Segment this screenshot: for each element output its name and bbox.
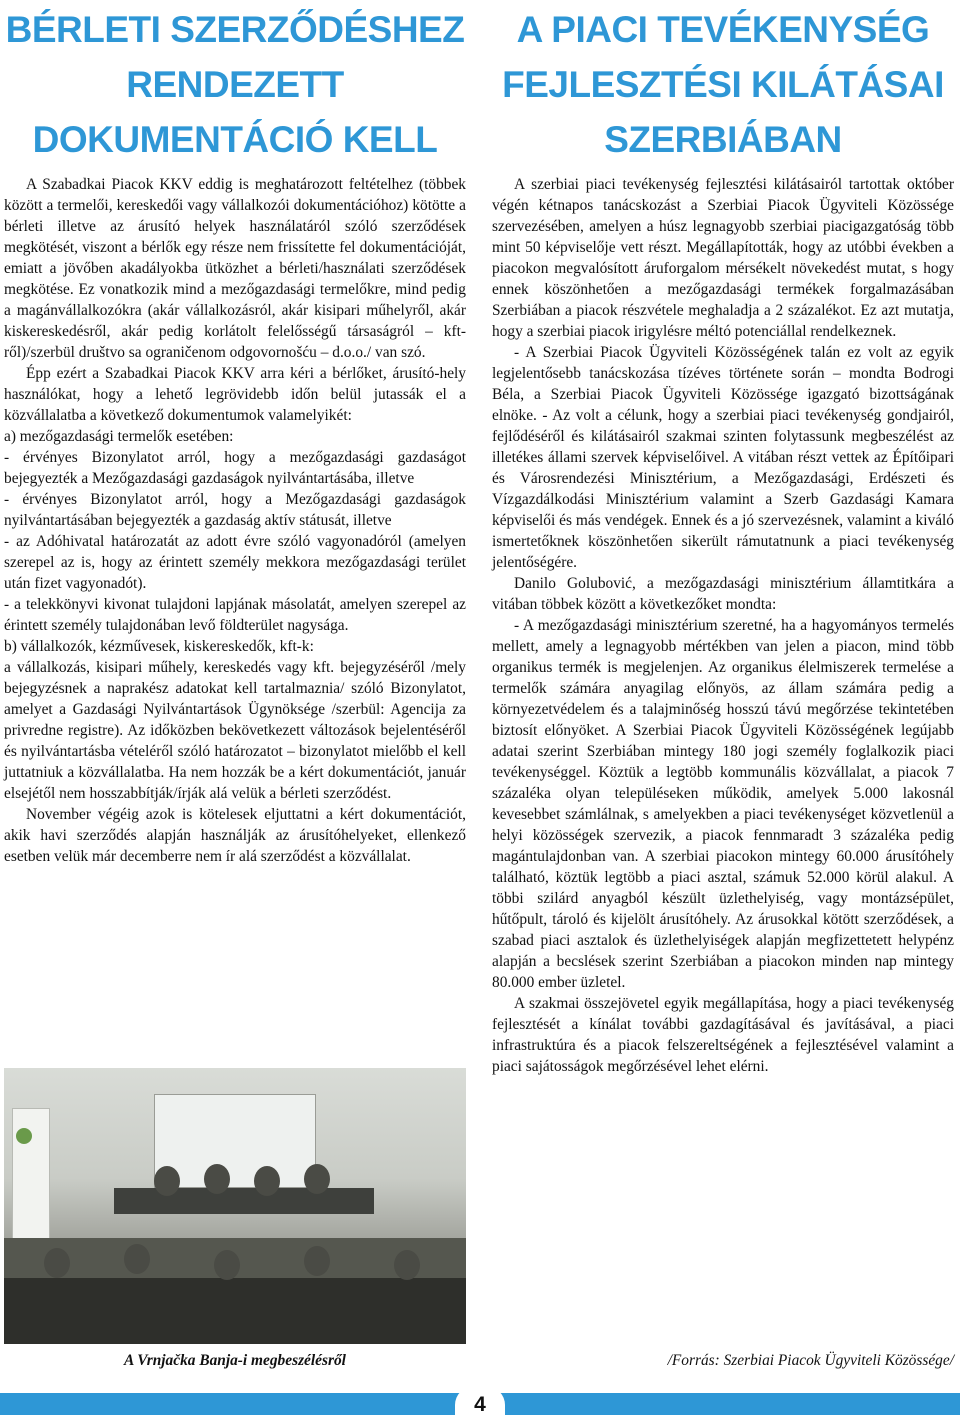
left-paragraph: - a telekkönyvi kivonat tulajdoni lapjának másolatát, amelyen szerepel az érintett személy tulajdonában levő földterület nagysága.: [4, 596, 466, 634]
photo-audience-row: [4, 1278, 466, 1344]
right-headline: A PIACI TEVÉKENYSÉG FEJLESZTÉSI KILÁTÁSAI SZERBIÁBAN: [502, 9, 944, 160]
photo-person: [154, 1166, 180, 1196]
right-article: [492, 0, 954, 1075]
photo-person: [304, 1164, 330, 1194]
photo-banner: [12, 1108, 50, 1240]
left-body: [4, 174, 466, 867]
left-paragraph: a vállalkozás, kisipari műhely, kereskedés vagy kft. bejegyzéséről /mely bejegyzésnek a naprakész adatokat kell tartalmaznia/ szóló Bizonylatot, amelyet a Gazdasági Nyilvántartások Ügynöksége /szerbül: Agencija za privredne registre). Az időközben bekövetkezett változások bejelentéséről és nyilvántartásba vételéről szóló határozatot – bizonylatot mielőbb el kell juttatniuk a közvállalatba. Ha nem hozzák be a kért dokumentációt, január elsejétől nem hosszabbítják/írják alá velük a bérleti szerződést.: [4, 659, 466, 802]
left-paragraph: - az Adóhivatal határozatát az adott évre szóló vagyonadóról (amelyen szerepel az is, hogy az érintett személy mekkora mezőgazdasági terület után fizet vagyonadót).: [4, 533, 466, 592]
left-paragraph: November végéig azok is kötelesek eljuttatni a kért dokumentációt, akik havi szerződés alapján használják az árusítóhelyeket, ellenkező esetben velük már decemberre nem ír alá szerződést a közvállalat.: [4, 806, 466, 865]
right-body: [492, 174, 954, 1077]
photo-person: [124, 1244, 150, 1274]
photo-person: [214, 1250, 240, 1280]
meeting-photo: [4, 1068, 466, 1344]
photo-person: [394, 1250, 420, 1280]
photo-person: [254, 1166, 280, 1196]
article-source: /Forrás: Szerbiai Piacok Ügyviteli Közössége/: [667, 1352, 954, 1369]
right-paragraph: - A mezőgazdasági minisztérium szeretné, ha a hagyományos termelés mellett, amely a legnagyobb mértékben van jelen a piacon, mind több organikus termék is megjelenjen. Az organikus élelmiszerek termelése a termelők számára anyagilag előnyös, az állam számára pedig a környezetvédelem és a talajminőség hosszú távú megőrzése tekintetében biztosít előnyöket. A Szerbiai Piacok Ügyviteli Közösségének legújabb adatai szerint Szerbiában mintegy 180 jogi személy foglalkozik piaci tevékenységgel. Köztük a legtöbb kommunális közvállalat, a piacok 7 százaléka olyan településeken működik, amelyek 5.000 lakosnál kevesebbet számlálnak, s amelyekben a piaci tevékenységet közvetlenül a helyi közösségek szervezik, a piacok fennmaradt 3 százaléka pedig magántulajdonban van. A szerbiai piacokon mintegy 60.000 árusítóhely található, köztük legtöbb a piaci asztal, számuk 52.000 körül alakul. A többi szilárd anyagból készült üzlethelyiség, vagy montázsépület, hűtőpult, tároló és kijelölt árusítóhely. Az árusokkal kötött szerződések, a szabad piaci asztalok és üzlethelyiségek alapján megfizettetett helypénz alapján a becslések szerint Szerbiában a piacokon minden nap mintegy 80.000 ember üzletel.: [492, 617, 954, 991]
left-paragraph: b) vállalkozók, kézművesek, kiskereskedők, kft-k:: [4, 638, 314, 655]
photo-caption: A Vrnjačka Banja-i megbeszélésről: [124, 1352, 346, 1369]
left-paragraph: - érvényes Bizonylatot arról, hogy a Mezőgazdasági gazdaságok nyilvántartásában bejegyezték a gazdaság aktív státusát, illetve: [4, 491, 466, 529]
left-headline: BÉRLETI SZERZŐDÉSHEZ RENDEZETT DOKUMENTÁCIÓ KELL: [5, 9, 465, 160]
page-number: 4: [455, 1386, 505, 1424]
right-paragraph: A szerbiai piaci tevékenység fejlesztési kilátásairól tartottak október végén kétnapos tanácskozást a Szerbiai Piacok Ügyviteli Közössége szervezésében, amelyen a húsz legnagyobb szerbiai piacigazgatóság több mint 50 képviselője vett részt. Megállapították, hogy az utóbbi években a piacokon megvalósított áruforgalom mérsékelt növekedést mutat, s hogy ennek köszönhetően a mezőgazdasági termékek forgalmazásában Szerbiában a piacok részvétele meghaladja a 2 százalékot. Ez azt mutatja, hogy a szerbiai piacok irigylésre méltó potenciállal rendelkeznek.: [492, 176, 954, 340]
photo-person: [44, 1248, 70, 1278]
left-paragraph: - érvényes Bizonylatot arról, hogy a mezőgazdasági gazdaságot bejegyezték a Mezőgazdasági gazdaságok nyilvántartásába, illetve: [4, 449, 466, 487]
right-paragraph: - A Szerbiai Piacok Ügyviteli Közösségének talán ez volt az egyik legjelentősebb tanácskozása tízéves története során – mondta Bodrogi Béla, a Szerbiai Piacok Ügyviteli Közössége igazgató bizottságának elnöke. - Az volt a célunk, hogy a szerbiai piaci tevékenység gondjairól, fejlődéséről és kilátásairól szakmai szinten folytassunk megbeszélést az illetékes állami szervek képviselőivel. A vitában részt vettek az Építőipari és Városrendezési Minisztérium, a Mezőgazdasági, Erdészeti és Vízgazdálkodási Minisztérium valamint a Szerb Gazdasági Kamara képviselői és más vendégek. Ennek és a jó szervezésnek, valamint a kiváló ismertetőknek köszönhetően sikerült rámutatnunk a piaci tevékenység jelentőségére.: [492, 344, 954, 571]
left-paragraph: a) mezőgazdasági termelők esetében:: [4, 428, 234, 445]
right-paragraph: Danilo Golubović, a mezőgazdasági minisztérium államtitkára a vitában többek között a következőket mondta:: [492, 575, 954, 613]
left-article: [4, 0, 466, 865]
photo-person: [304, 1246, 330, 1276]
photo-banner-logo: [16, 1128, 32, 1144]
photo-person: [204, 1164, 230, 1194]
left-paragraph: A Szabadkai Piacok KKV eddig is meghatározott feltételhez (többek között a termelői, kereskedői vagy vállalkozói dokumentációhoz) kötötte a bérleti illetve az árusító helyek használatáról szóló szerződések megkötését, viszont a bérlők egy része nem frissítette fel dokumentációját, emiatt a jövőben akadályokba ütközhet a bérleti/használati szerződések megkötése. Ez vonatkozik mind a mezőgazdasági termelőkre, mind pedig a magánvállalkozókra (akár vállalkozásról, akár kisipari műhelyről, akár kiskereskedésről, akár pedig korlátolt felelősségű társaságról – kft-ről)/szerbül društvo sa ograničenom odgovornošću – d.o.o./ van szó.: [4, 176, 466, 361]
right-paragraph: A szakmai összejövetel egyik megállapítása, hogy a piaci tevékenység fejlesztését a kínálat további gazdagításával és javításával, a piaci infrastruktúra és a piacok felszereltségének a fejlesztésével valamint a piaci sajátosságok megőrzésével lehet elérni.: [492, 995, 954, 1075]
photo-presidium-table: [114, 1188, 374, 1214]
left-paragraph: Épp ezért a Szabadkai Piacok KKV arra kéri a bérlőket, árusító-hely használókat, hogy a lehető legrövidebb időn belül jutassák el a közvállalatba a következő dokumentumok valamelyikét:: [4, 365, 466, 424]
